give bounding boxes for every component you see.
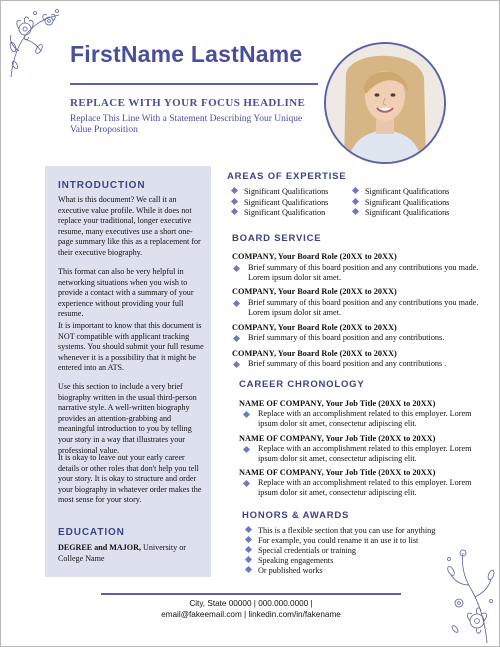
honors-heading: HONORS & AWARDS	[242, 510, 350, 521]
board-role-description: Brief summary of this board position and any contributions you made. Lorem ipsum dolor sit amet.	[234, 298, 483, 319]
diamond-bullet-icon	[245, 536, 252, 543]
intro-paragraph-1: What is this document? We call it an executive value profile. While it does not replace your traditional, longer executive resume, many executives use a short one-page summary like this as a replacement for their executive biography.	[58, 195, 201, 257]
expertise-item: Significant Qualifications	[353, 208, 449, 218]
board-role-description: Brief summary of this board position and any contributions .	[234, 359, 498, 369]
diamond-bullet-icon	[233, 361, 240, 368]
intro-paragraph-2: This format can also be very helpful in networking situations when you wish to provide a contact with a summary of your experience without providing your full resume.	[58, 267, 194, 319]
intro-paragraph-5: It is okay to leave out your early career details or other roles that don't help you tell your story. It is okay to structure and order your biography in whatever order makes the most sense for your story.	[58, 453, 202, 505]
diamond-bullet-icon	[245, 526, 252, 533]
career-heading: CAREER CHRONOLOGY	[239, 379, 365, 390]
job-title: NAME OF COMPANY, Your Job Title (20XX to 20XX)	[239, 468, 436, 477]
honors-item: Speaking engagements	[246, 556, 333, 566]
footer-location-phone: City, State 00000 | 000.000.0000 |	[189, 599, 313, 608]
footer-email-linkedin[interactable]: email@fakeemail.com | linkedin.com/in/fakename	[161, 610, 341, 619]
diamond-bullet-icon	[245, 556, 252, 563]
honors-item: For example, you could rename it an use it to list	[246, 536, 418, 546]
degree-major: DEGREE and MAJOR,	[58, 543, 141, 552]
expertise-item: Significant Qualifications	[353, 187, 449, 197]
diamond-bullet-icon	[352, 187, 359, 194]
diamond-bullet-icon	[245, 566, 252, 573]
diamond-bullet-icon	[243, 480, 250, 487]
diamond-bullet-icon	[243, 446, 250, 453]
diamond-bullet-icon	[233, 335, 240, 342]
board-role-description: Brief summary of this board position and any contributions you made. Lorem ipsum dolor sit amet.	[234, 263, 483, 284]
honors-item: This is a flexible section that you can use for anything	[246, 526, 435, 536]
diamond-bullet-icon	[231, 198, 238, 205]
diamond-bullet-icon	[233, 265, 240, 272]
board-service-heading: BOARD SERVICE	[232, 233, 322, 244]
intro-paragraph-3: It is important to know that this document is NOT compatible with applicant tracking systems. You should submit your full resume whenever it is a possibility that it might be entered into an ATS.	[58, 321, 204, 373]
candidate-name: FirstName LastName	[70, 41, 303, 67]
education-entry	[58, 543, 206, 564]
expertise-item: Significant Qualifications	[232, 187, 328, 197]
diamond-bullet-icon	[245, 546, 252, 553]
introduction-heading: INTRODUCTION	[58, 180, 146, 191]
job-accomplishment: Replace with an accomplishment related to this employer. Lorem ipsum dolor sit amet, consectetur adipiscing elit.	[244, 409, 480, 430]
board-role-title: COMPANY, Your Board Role (20XX to 20XX)	[232, 252, 397, 261]
diamond-bullet-icon	[231, 208, 238, 215]
name-underline	[70, 83, 318, 85]
board-role-description: Brief summary of this board position and any contributions.	[234, 333, 498, 343]
value-proposition: Replace This Line With a Statement Describing Your Unique Value Proposition	[70, 114, 303, 135]
job-title: NAME OF COMPANY, Your Job Title (20XX to 20XX)	[239, 434, 436, 443]
floral-ornament-top-left	[5, 7, 63, 79]
expertise-item: Significant Qualification	[232, 208, 325, 218]
board-role-title: COMPANY, Your Board Role (20XX to 20XX)	[232, 287, 397, 296]
job-accomplishment: Replace with an accomplishment related to this employer. Lorem ipsum dolor sit amet, consectetur adipiscing elit.	[244, 444, 480, 465]
education-heading: EDUCATION	[58, 527, 125, 538]
diamond-bullet-icon	[231, 187, 238, 194]
footer-divider	[101, 593, 401, 595]
board-role-title: COMPANY, Your Board Role (20XX to 20XX)	[232, 349, 397, 358]
expertise-item: Significant Qualifications	[232, 198, 328, 208]
university-name: University or College Name	[58, 543, 186, 563]
expertise-item: Significant Qualifications	[353, 198, 449, 208]
board-role-title: COMPANY, Your Board Role (20XX to 20XX)	[232, 323, 397, 332]
intro-paragraph-4: Use this section to include a very brief biography written in the usual third-person narrative style. A well-written biography provides an attention-grabbing and meaningful introduction to you by telling your story in a way that illustrates your professional value.	[58, 382, 197, 455]
diamond-bullet-icon	[352, 198, 359, 205]
honors-item: Or published works	[246, 566, 323, 576]
diamond-bullet-icon	[352, 208, 359, 215]
diamond-bullet-icon	[243, 411, 250, 418]
diamond-bullet-icon	[233, 300, 240, 307]
profile-photo	[324, 42, 446, 164]
job-title: NAME OF COMPANY, Your Job Title (20XX to 20XX)	[239, 399, 436, 408]
expertise-heading: AREAS OF EXPERTISE	[227, 171, 347, 182]
job-accomplishment: Replace with an accomplishment related to this employer. Lorem ipsum dolor sit amet, consectetur adipiscing elit.	[244, 478, 480, 499]
honors-item: Special credentials or training	[246, 546, 356, 556]
floral-ornament-bottom-right	[441, 541, 497, 645]
focus-headline: REPLACE WITH YOUR FOCUS HEADLINE	[70, 97, 306, 109]
